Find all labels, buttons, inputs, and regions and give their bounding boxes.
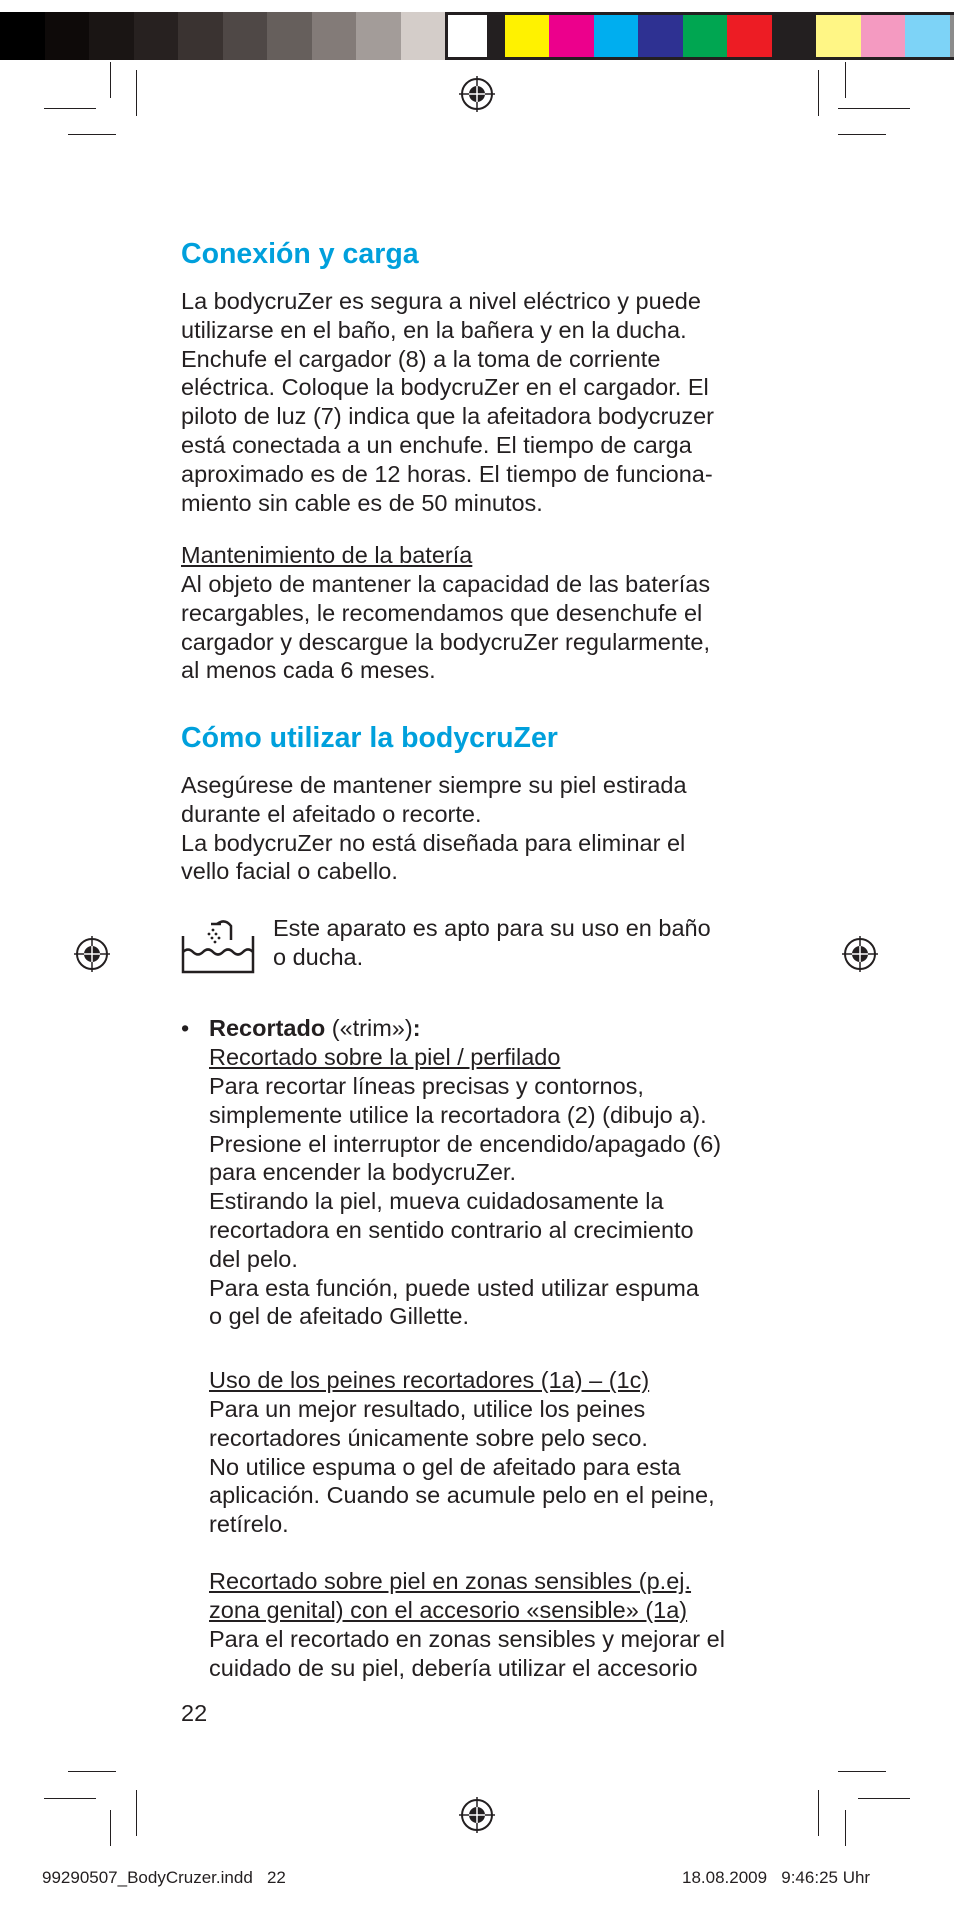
- crop-mark: [838, 108, 910, 109]
- battery-heading: Mantenimiento de la batería: [181, 542, 473, 568]
- sub1-body-line: recortadora en sentido contrario al crecimiento: [209, 1216, 694, 1243]
- section2-body-line: La bodycruZer no está diseñada para eliminar el: [181, 829, 686, 856]
- grayscale-swatch: [178, 12, 223, 60]
- section1-body: [181, 287, 781, 517]
- process-color-swatch: [861, 12, 906, 60]
- bullet-title: Recortado: [209, 1015, 326, 1041]
- section2-body: [181, 771, 781, 886]
- sub2-body: [209, 1395, 789, 1539]
- grayscale-swatch: [223, 12, 268, 60]
- crop-mark: [110, 1810, 111, 1846]
- process-color-swatch: [594, 12, 639, 60]
- battery-body-line: cargador y descargue la bodycruZer regularmente,: [181, 628, 711, 655]
- sub3-heading-line: zona genital) con el accesorio «sensible» (1a): [209, 1596, 688, 1623]
- grayscale-swatch: [401, 12, 446, 60]
- registration-mark-icon: [842, 936, 878, 972]
- sub3-heading: [209, 1567, 789, 1625]
- footer-filename: 99290507_BodyCruzer.indd 22: [42, 1868, 286, 1887]
- section1-body-line: aproximado es de 12 horas. El tiempo de funciona-: [181, 460, 713, 487]
- process-color-swatch: [727, 12, 772, 60]
- section1-body-line: utilizarse en el baño, en la bañera y en la ducha.: [181, 316, 687, 343]
- grayscale-swatch: [45, 12, 90, 60]
- crop-mark: [136, 1790, 137, 1836]
- process-color-swatch: [950, 12, 954, 60]
- process-color-swatch: [905, 12, 950, 60]
- color-calibration-bar: [0, 12, 954, 60]
- process-color-swatch: [505, 12, 550, 60]
- sub1-body-line: simplemente utilice la recortadora (2) (dibujo a).: [209, 1101, 707, 1128]
- sub3-body-line: Para el recortado en zonas sensibles y mejorar el: [209, 1626, 725, 1652]
- sub2-body-line: aplicación. Cuando se acumule pelo en el peine,: [209, 1482, 715, 1509]
- crop-mark: [838, 1771, 886, 1772]
- sub2-body-line: Para un mejor resultado, utilice los peines: [209, 1396, 646, 1422]
- swatch-separator: [490, 12, 505, 60]
- sub3-body: [209, 1625, 789, 1683]
- icon-caption: [273, 914, 793, 972]
- crop-mark: [44, 108, 96, 109]
- sub3-heading-line: Recortado sobre piel en zonas sensibles (p.ej.: [209, 1568, 692, 1594]
- section1-body-line: piloto de luz (7) indica que la afeitadora bodycruzer: [181, 403, 714, 430]
- sub1-body-line: Para recortar líneas precisas y contornos,: [209, 1073, 644, 1099]
- icon-caption-line: o ducha.: [273, 943, 364, 970]
- crop-mark: [818, 1790, 819, 1836]
- bullet-title-suffix: («trim»): [325, 1015, 413, 1041]
- sub1-body-line: Presione el interruptor de encendido/apagado (6): [209, 1130, 722, 1157]
- grayscale-swatch: [0, 12, 45, 60]
- sub1-body-line: del pelo.: [209, 1245, 298, 1272]
- section1-body-line: Enchufe el cargador (8) a la toma de corriente: [181, 345, 661, 372]
- process-color-swatch: [772, 12, 817, 60]
- bullet-colon: :: [412, 1015, 421, 1041]
- crop-mark: [845, 1810, 846, 1846]
- sub2-body-line: recortadores únicamente sobre pelo seco.: [209, 1424, 648, 1451]
- crop-mark: [44, 1798, 96, 1799]
- sub2-heading: Uso de los peines recortadores (1a) – (1c): [209, 1367, 650, 1393]
- sub1-body-line: Para esta función, puede usted utilizar espuma: [209, 1274, 699, 1301]
- battery-body-line: Al objeto de mantener la capacidad de las baterías: [181, 571, 711, 597]
- section-title-usage: Cómo utilizar la bodycruZer: [181, 722, 558, 754]
- footer-timestamp: 18.08.2009 9:46:25 Uhr: [682, 1868, 871, 1887]
- sub1-body: [209, 1072, 789, 1331]
- battery-body: [181, 570, 781, 685]
- battery-body-line: al menos cada 6 meses.: [181, 657, 436, 684]
- bath-shower-icon: [181, 918, 255, 974]
- process-color-swatch: [816, 12, 861, 60]
- sub2-body-line: retírelo.: [209, 1511, 289, 1538]
- sub1-heading: Recortado sobre la piel / perfilado: [209, 1044, 561, 1070]
- grayscale-swatch: [267, 12, 312, 60]
- grayscale-swatch: [356, 12, 401, 60]
- crop-mark: [68, 1771, 116, 1772]
- registration-mark-icon: [459, 76, 495, 112]
- crop-mark: [845, 62, 846, 98]
- section-title-connection: Conexión y carga: [181, 238, 419, 270]
- crop-mark: [858, 1798, 910, 1799]
- section2-body-line: vello facial o cabello.: [181, 858, 398, 885]
- sub1-body-line: o gel de afeitado Gillette.: [209, 1303, 469, 1330]
- section1-body-line: está conectada a un enchufe. El tiempo de carga: [181, 431, 692, 458]
- process-color-swatch: [683, 12, 728, 60]
- grayscale-swatch: [445, 12, 490, 60]
- battery-body-line: recargables, le recomendamos que desenchufe el: [181, 599, 703, 626]
- section1-body-line: miento sin cable es de 50 minutos.: [181, 489, 543, 516]
- process-color-swatch: [638, 12, 683, 60]
- crop-mark: [838, 134, 886, 135]
- page-number: 22: [181, 1700, 208, 1726]
- sub1-body-line: para encender la bodycruZer.: [209, 1159, 516, 1186]
- grayscale-swatch: [312, 12, 357, 60]
- crop-mark: [68, 134, 116, 135]
- registration-mark-icon: [459, 1797, 495, 1833]
- crop-mark: [818, 70, 819, 116]
- sub2-body-line: No utilice espuma o gel de afeitado para esta: [209, 1453, 681, 1480]
- sub3-body-line: cuidado de su piel, debería utilizar el accesorio: [209, 1654, 698, 1681]
- crop-mark: [136, 70, 137, 116]
- section2-body-line: durante el afeitado o recorte.: [181, 800, 482, 827]
- bullet-marker: •: [181, 1015, 190, 1041]
- process-color-swatch: [549, 12, 594, 60]
- section2-body-line: Asegúrese de mantener siempre su piel estirada: [181, 772, 687, 798]
- registration-mark-icon: [74, 936, 110, 972]
- section1-body-line: La bodycruZer es segura a nivel eléctrico y puede: [181, 288, 701, 314]
- bullet-title-line: [209, 1014, 789, 1043]
- sub1-body-line: Estirando la piel, mueva cuidadosamente la: [209, 1188, 664, 1215]
- section1-body-line: eléctrica. Coloque la bodycruZer en el cargador. El: [181, 374, 709, 401]
- icon-caption-line: Este aparato es apto para su uso en baño: [273, 915, 711, 941]
- grayscale-swatch: [134, 12, 179, 60]
- grayscale-swatch: [89, 12, 134, 60]
- crop-mark: [110, 62, 111, 98]
